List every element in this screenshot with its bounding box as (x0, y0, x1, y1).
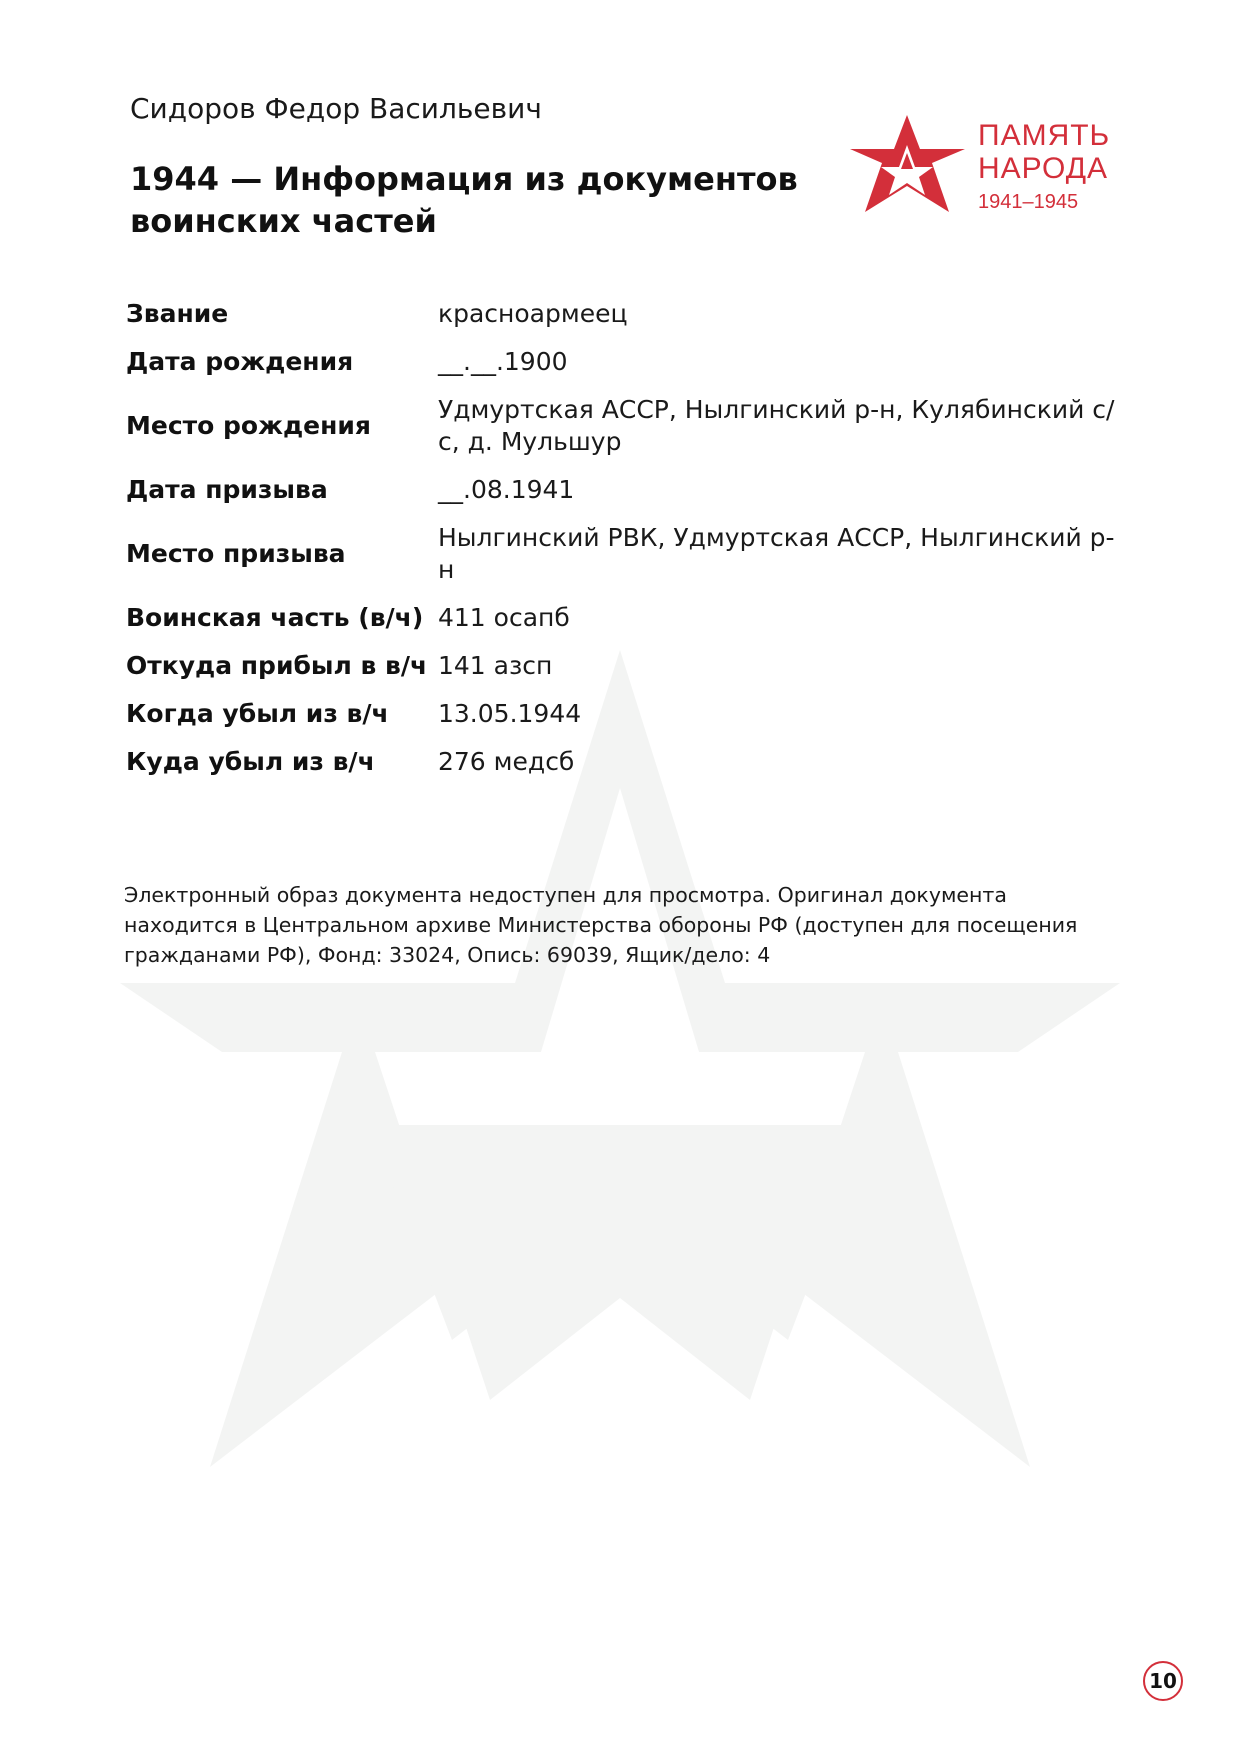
page-title: 1944 — Информация из документов воинских частей (130, 160, 798, 240)
logo-years: 1941–1945 (978, 191, 1079, 213)
field-label: Воинская часть (в/ч) (126, 603, 424, 632)
field-label: Дата рождения (126, 347, 354, 376)
field-value: 13.05.1944 (438, 699, 582, 728)
field-label: Дата призыва (126, 475, 328, 504)
field-value: 276 медсб (438, 747, 575, 776)
person-name: Сидоров Федор Васильевич (130, 92, 542, 125)
pamyat-naroda-logo (850, 115, 1130, 225)
table-row (126, 474, 1126, 522)
field-label: Место призыва (126, 539, 346, 568)
red-star-logo-icon (850, 115, 965, 220)
field-label: Место рождения (126, 411, 371, 440)
table-row (126, 650, 1126, 698)
table-row (126, 602, 1126, 650)
field-value: 411 осапб (438, 603, 570, 632)
logo-text-line2: НАРОДА (978, 152, 1109, 185)
table-row (126, 698, 1126, 746)
table-row (126, 746, 1126, 794)
table-row (126, 346, 1126, 394)
table-row (126, 522, 1126, 602)
field-label: Куда убыл из в/ч (126, 747, 375, 776)
page-number: 10 (1143, 1661, 1183, 1701)
star-watermark-icon (120, 650, 1120, 1620)
field-value: Нылгинский РВК, Удмуртская АССР, Нылгинский р-н (438, 523, 1115, 584)
table-row (126, 394, 1126, 474)
field-value: 141 азсп (438, 651, 553, 680)
field-label: Откуда прибыл в в/ч (126, 651, 428, 680)
field-label: Звание (126, 299, 229, 328)
field-value: красноармеец (438, 299, 628, 328)
table-row (126, 298, 1126, 346)
archive-note: Электронный образ документа недоступен для просмотра. Оригинал документа находится в Центральном архиве Министерства обороны РФ (доступен для посещения гражданами РФ), Фонд: 33024, Опись: 69039, Ящик/дело: 4 (124, 883, 1078, 967)
logo-text-line1: ПАМЯТЬ (978, 119, 1111, 152)
field-value: __.08.1941 (438, 475, 575, 504)
field-label: Когда убыл из в/ч (126, 699, 389, 728)
info-table (126, 298, 1126, 794)
field-value: __.__.1900 (438, 347, 568, 376)
field-value: Удмуртская АССР, Нылгинский р-н, Кулябинский с/с, д. Мульшур (438, 395, 1115, 456)
